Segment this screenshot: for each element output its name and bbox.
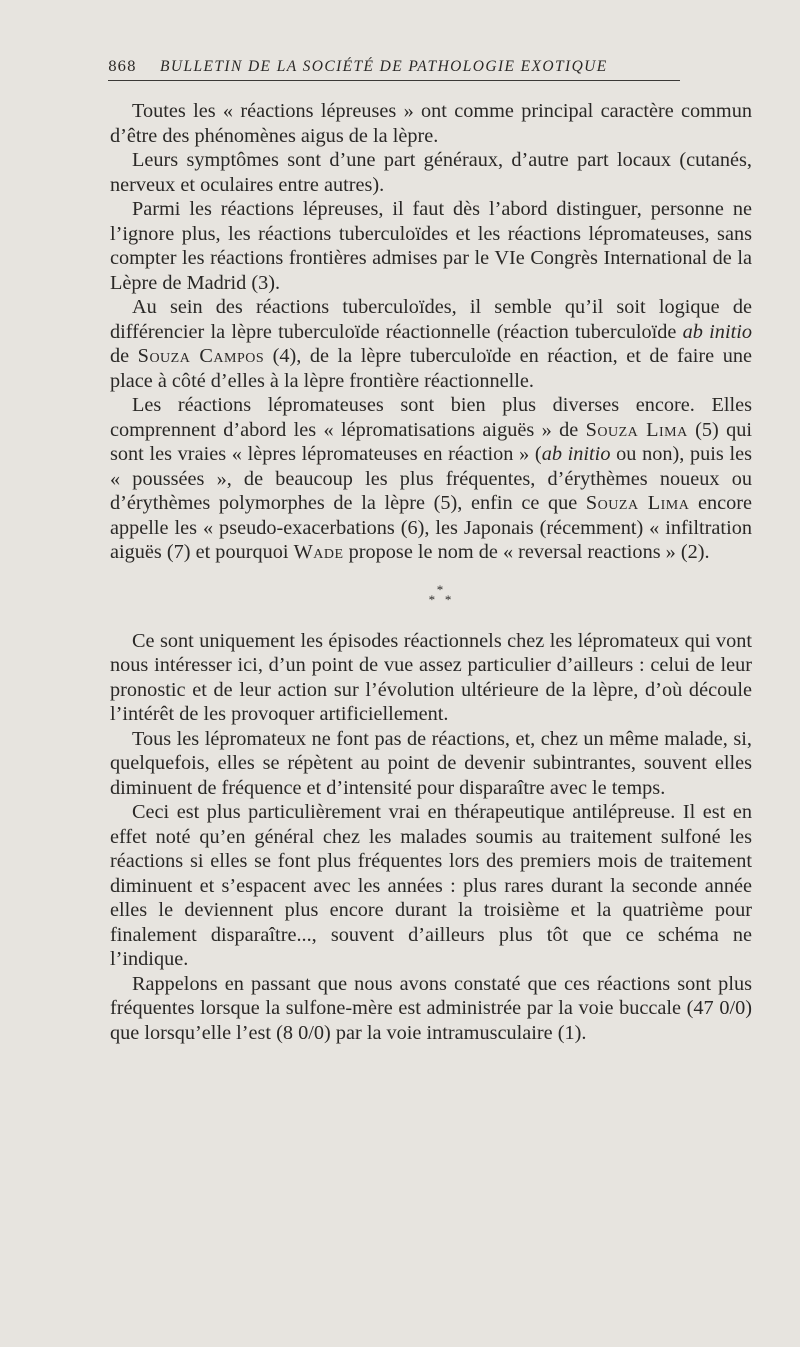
paragraph: Parmi les réactions lépreuses, il faut dès l’abord distinguer, personne ne l’ignore plus, les réactions tuberculoïdes et les réactions lépromateuses, sans compter les réactions frontières admises par le VIe Congrès International de la Lèpre de Madrid (3).	[110, 198, 752, 294]
paragraph: Toutes les « réactions lépreuses » ont comme principal caractère commun d’être des phénomènes aigus de la lèpre.	[110, 100, 752, 147]
page-number: 868	[108, 59, 137, 75]
italic-term: ab initio	[682, 320, 752, 343]
section-asterism	[110, 581, 752, 607]
asterism-star: *	[428, 591, 436, 607]
asterism-star-pair	[128, 591, 752, 607]
text-run: (5) qui sont les vraies « lèpres lépromateuses en réaction » (	[110, 418, 752, 465]
text-run: (4), de la lèpre tuberculoïde en réaction, et de faire une place à côté d’elles à la lèpre frontière réactionnelle.	[110, 345, 752, 392]
paragraph	[110, 295, 752, 393]
author-name: Souza Lima	[585, 492, 690, 514]
paragraph: Ceci est plus particulièrement vrai en thérapeutique antilépreuse. Il est en effet noté qu’en général chez les malades soumis au traitement sulfoné les réactions si elles se font plus fréquentes lors des premiers mois de traitement diminuent et s’espacent avec les années : plus rares durant la seconde année elles le deviennent plus encore durant la troisième et la quatrième pour finalement disparaître..., souvent d’ailleurs plus tôt que ce schéma ne l’indique.	[110, 801, 752, 970]
article-body	[110, 99, 752, 1045]
asterism-star: *	[436, 581, 444, 597]
text-run: Les réactions lépromateuses sont bien plus diverses encore. Elles comprennent d’abord les « lépromatisations aiguës » de	[110, 394, 752, 441]
paragraph	[110, 393, 752, 565]
author-name: Wade	[293, 541, 344, 563]
text-run: ou non), puis les « poussées », de beaucoup les plus fréquentes, d’érythèmes noueux ou d’érythèmes polymorphes de la lèpre (5), enfin ce que	[110, 443, 752, 514]
paragraph: Rappelons en passant que nous avons constaté que ces réactions sont plus fréquentes lorsque la sulfone-mère est administrée par la voie buccale (47 0/0) que lorsqu’elle l’est (8 0/0) par la voie intramusculaire (1).	[110, 972, 752, 1044]
italic-term: ab initio	[541, 443, 611, 465]
text-run: propose le nom de « reversal reactions » (2).	[343, 541, 710, 563]
text-run: de	[110, 345, 138, 367]
journal-title: BULLETIN DE LA SOCIÉTÉ DE PATHOLOGIE EXOTIQUE	[160, 58, 608, 75]
paragraph: Leurs symptômes sont d’une part généraux, d’autre part locaux (cutanés, nerveux et oculaires entre autres).	[110, 149, 752, 196]
paragraph: Ce sont uniquement les épisodes réactionnels chez les lépromateux qui vont nous intéresser ici, d’un point de vue assez particulier d’ailleurs : celui de leur pronostic et de leur action sur l’évolution ultérieure de la lèpre, d’où découle l’intérêt de les provoquer artificiellement.	[110, 629, 752, 725]
text-run: encore appelle les « pseudo-exacerbations (6), les Japonais (récemment) « infiltration aiguës (7) et pourquoi	[110, 492, 752, 563]
asterism-star: *	[444, 591, 452, 607]
running-header	[108, 58, 680, 81]
paragraph: Tous les lépromateux ne font pas de réactions, et, chez un même malade, si, quelquefois, elles se répètent au point de devenir subintrantes, souvent elles diminuent de fréquence et d’intensité pour disparaître avec le temps.	[110, 727, 752, 799]
author-name: Souza Lima	[585, 418, 688, 441]
text-run: Au sein des réactions tuberculoïdes, il semble qu’il soit logique de différencier la lèpre tuberculoïde réactionnelle (réaction tuberculoïde	[110, 296, 752, 343]
author-name: Souza Campos	[137, 345, 265, 367]
